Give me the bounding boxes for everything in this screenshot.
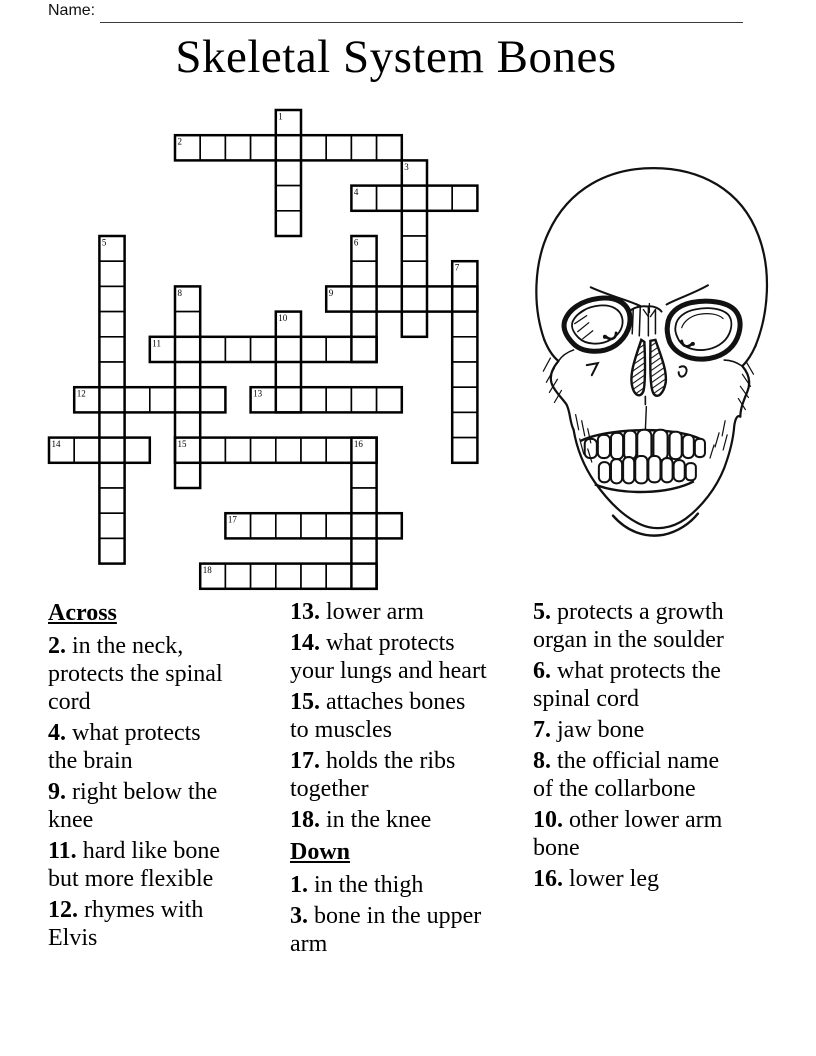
grid-cell[interactable] xyxy=(351,513,376,538)
clue-column-2 xyxy=(290,598,488,961)
cell-number-6: 6 xyxy=(353,237,359,248)
grid-cell[interactable] xyxy=(452,186,477,211)
grid-cell[interactable] xyxy=(377,513,402,538)
grid-cell[interactable] xyxy=(427,286,452,311)
grid-cell[interactable] xyxy=(402,186,427,211)
grid-cell[interactable] xyxy=(99,412,124,437)
page-title: Skeletal System Bones xyxy=(175,31,617,83)
clue-4-across: 4. what protects the brain xyxy=(48,720,201,774)
grid-cell[interactable] xyxy=(301,438,326,463)
grid-cell[interactable] xyxy=(276,438,301,463)
clue-5-down: 5. protects a growth organ in the soulder xyxy=(533,599,724,653)
grid-cell[interactable] xyxy=(251,564,276,589)
grid-cell[interactable] xyxy=(99,438,124,463)
cell-number-2: 2 xyxy=(177,136,182,147)
grid-cell[interactable] xyxy=(276,186,301,211)
cell-number-18: 18 xyxy=(202,565,212,576)
clue-column-1 xyxy=(48,598,229,955)
skull-illustration xyxy=(528,160,793,549)
grid-cell[interactable] xyxy=(377,186,402,211)
grid-cell[interactable] xyxy=(452,438,477,463)
clue-10-down: 10. other lower arm bone xyxy=(533,807,723,861)
grid-cell[interactable] xyxy=(200,387,225,412)
clue-17-across: 17. holds the ribs together xyxy=(290,748,456,802)
grid-cell[interactable] xyxy=(301,135,326,160)
grid-cell[interactable] xyxy=(225,438,250,463)
grid-cell[interactable] xyxy=(200,337,225,362)
cell-number-8: 8 xyxy=(177,287,182,298)
grid-cell[interactable] xyxy=(452,337,477,362)
cell-number-3: 3 xyxy=(404,161,409,172)
nasal-aperture xyxy=(629,306,666,431)
cell-number-16: 16 xyxy=(353,439,363,450)
grid-cell[interactable] xyxy=(301,513,326,538)
grid-cell[interactable] xyxy=(301,337,326,362)
grid-cell[interactable] xyxy=(351,286,376,311)
grid-cell[interactable] xyxy=(326,438,351,463)
grid-cell[interactable] xyxy=(351,564,376,589)
grid-cell[interactable] xyxy=(99,488,124,513)
grid-cell[interactable] xyxy=(251,513,276,538)
clue-15-across: 15. attaches bones to muscles xyxy=(290,689,466,743)
grid-cell[interactable] xyxy=(225,337,250,362)
grid-cell[interactable] xyxy=(200,135,225,160)
grid-cell[interactable] xyxy=(276,564,301,589)
grid-cell[interactable] xyxy=(351,463,376,488)
grid-cell[interactable] xyxy=(351,261,376,286)
grid-cell[interactable] xyxy=(225,135,250,160)
cell-number-14: 14 xyxy=(51,439,61,450)
cell-number-15: 15 xyxy=(177,439,187,450)
cell-number-5: 5 xyxy=(101,237,107,248)
grid-cell[interactable] xyxy=(74,438,99,463)
grid-cell[interactable] xyxy=(402,312,427,337)
grid-cell[interactable] xyxy=(150,387,175,412)
grid-cell[interactable] xyxy=(125,387,150,412)
grid-cell[interactable] xyxy=(301,564,326,589)
grid-cell[interactable] xyxy=(351,135,376,160)
down-header: Down xyxy=(290,839,351,865)
cell-number-17: 17 xyxy=(227,514,237,525)
teeth xyxy=(581,430,705,492)
grid-cell[interactable] xyxy=(276,337,301,362)
grid-cell[interactable] xyxy=(351,387,376,412)
grid-cell[interactable] xyxy=(99,286,124,311)
grid-cell[interactable] xyxy=(402,261,427,286)
grid-cell[interactable] xyxy=(402,211,427,236)
grid-cell[interactable] xyxy=(326,513,351,538)
clue-3-down: 3. bone in the upper arm xyxy=(290,903,482,957)
grid-cell[interactable] xyxy=(251,135,276,160)
grid-cell[interactable] xyxy=(125,438,150,463)
clue-14-across: 14. what protects your lungs and heart xyxy=(290,630,487,684)
grid-cell[interactable] xyxy=(99,538,124,563)
grid-cell[interactable] xyxy=(276,160,301,185)
grid-cell[interactable] xyxy=(175,312,200,337)
grid-cell[interactable] xyxy=(351,488,376,513)
grid-cell[interactable] xyxy=(402,236,427,261)
grid-cell[interactable] xyxy=(452,312,477,337)
grid-cell[interactable] xyxy=(175,412,200,437)
grid-cell[interactable] xyxy=(351,312,376,337)
clue-18-across: 18. in the knee xyxy=(290,807,432,833)
name-label: Name: xyxy=(48,2,96,19)
grid-cell[interactable] xyxy=(99,463,124,488)
grid-cell[interactable] xyxy=(326,564,351,589)
grid-cell[interactable] xyxy=(276,387,301,412)
grid-cell[interactable] xyxy=(175,387,200,412)
clue-12-across: 12. rhymes with Elvis xyxy=(48,897,204,951)
across-header: Across xyxy=(48,600,117,626)
grid-cell[interactable] xyxy=(402,286,427,311)
cranium-outline xyxy=(536,168,767,346)
grid-cell[interactable] xyxy=(276,513,301,538)
grid-cell[interactable] xyxy=(99,387,124,412)
clue-7-down: 7. jaw bone xyxy=(533,717,645,743)
crossword-grid[interactable] xyxy=(0,0,500,600)
grid-cell[interactable] xyxy=(351,538,376,563)
grid-cell[interactable] xyxy=(377,135,402,160)
cell-number-7: 7 xyxy=(454,262,460,273)
grid-cell[interactable] xyxy=(175,463,200,488)
grid-cell[interactable] xyxy=(276,135,301,160)
grid-cell[interactable] xyxy=(99,261,124,286)
grid-cell[interactable] xyxy=(452,362,477,387)
grid-cell[interactable] xyxy=(326,135,351,160)
clue-1-down: 1. in the thigh xyxy=(290,872,424,898)
clue-11-across: 11. hard like bone but more flexible xyxy=(48,838,220,892)
grid-cell[interactable] xyxy=(251,438,276,463)
cell-number-10: 10 xyxy=(278,313,288,324)
clue-column-3 xyxy=(533,598,729,896)
grid-cell[interactable] xyxy=(427,186,452,211)
grid-cell[interactable] xyxy=(452,286,477,311)
clue-16-down: 16. lower leg xyxy=(533,866,659,892)
grid-cell[interactable] xyxy=(377,286,402,311)
grid-cell[interactable] xyxy=(251,337,276,362)
cell-number-12: 12 xyxy=(76,388,86,399)
grid-cell[interactable] xyxy=(225,564,250,589)
grid-cell[interactable] xyxy=(175,362,200,387)
cell-number-9: 9 xyxy=(328,287,334,298)
grid-cell[interactable] xyxy=(452,387,477,412)
grid-cell[interactable] xyxy=(99,337,124,362)
grid-cell[interactable] xyxy=(200,438,225,463)
clue-8-down: 8. the official name of the collarbone xyxy=(533,748,720,802)
grid-cell[interactable] xyxy=(326,337,351,362)
cell-number-11: 11 xyxy=(152,338,161,349)
clue-6-down: 6. what protects the spinal cord xyxy=(533,658,721,712)
clue-13-across: 13. lower arm xyxy=(290,599,424,625)
grid-cell[interactable] xyxy=(175,337,200,362)
grid-cell[interactable] xyxy=(99,362,124,387)
cell-number-13: 13 xyxy=(253,388,263,399)
grid-cell[interactable] xyxy=(377,387,402,412)
grid-cell[interactable] xyxy=(99,513,124,538)
grid-cell[interactable] xyxy=(301,387,326,412)
clue-9-across: 9. right below the knee xyxy=(48,779,218,833)
grid-cell[interactable] xyxy=(276,362,301,387)
grid-cell[interactable] xyxy=(99,312,124,337)
cell-number-1: 1 xyxy=(278,111,283,122)
grid-cell[interactable] xyxy=(452,412,477,437)
clue-2-across: 2. in the neck, protects the spinal cord xyxy=(48,633,223,715)
grid-cell[interactable] xyxy=(326,387,351,412)
grid-cell[interactable] xyxy=(276,211,301,236)
grid-cell[interactable] xyxy=(351,337,376,362)
cell-number-4: 4 xyxy=(353,187,359,198)
